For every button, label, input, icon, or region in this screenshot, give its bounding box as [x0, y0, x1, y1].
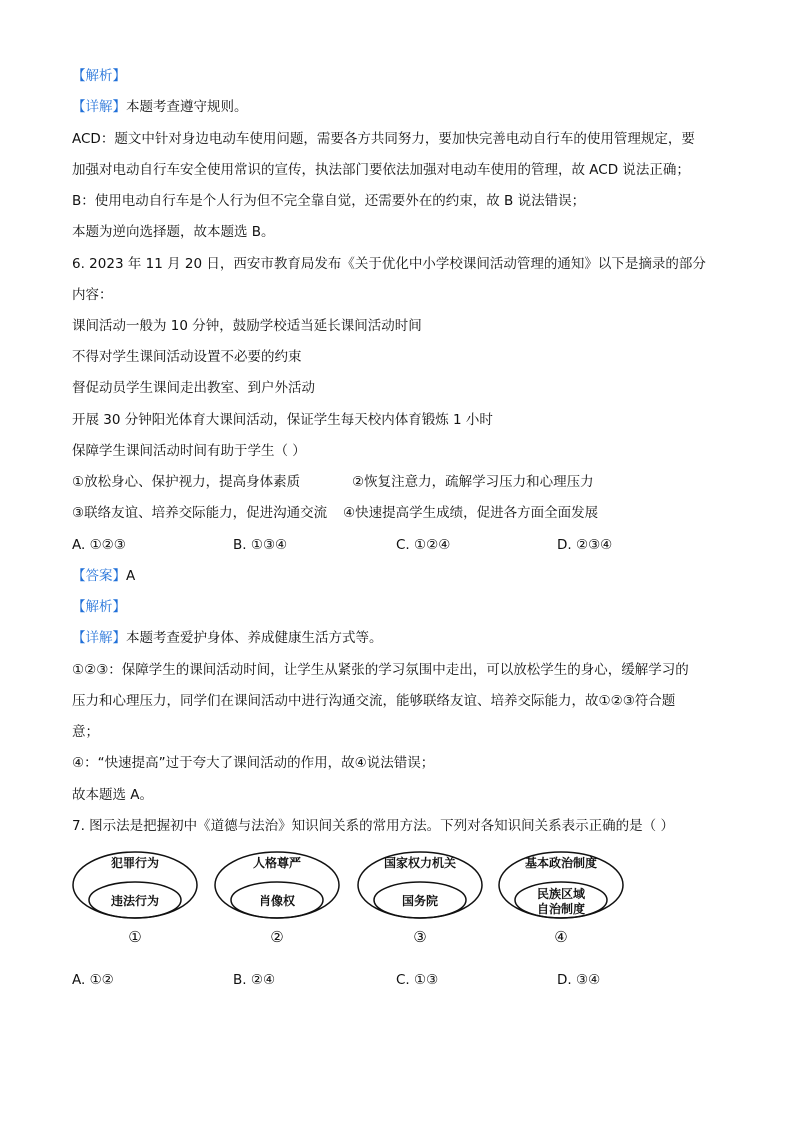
- inner-label: 自治制度: [536, 902, 586, 916]
- answer-tag: 【答案】: [72, 568, 126, 584]
- outer-label: 犯罪行为: [110, 856, 160, 870]
- paragraph-line: B：使用电动自行车是个人行为但不完全靠自觉，还需要外在的约束，故 B 说法错误；: [72, 193, 586, 209]
- diagram-3: [353, 848, 493, 948]
- diagram-number: ④: [554, 928, 568, 946]
- diagram-4: [494, 848, 634, 948]
- paragraph-line: 加强对电动自行车安全使用常识的宣传，执法部门要依法加强对电动车使用的管理，故 ACD 说法正确；: [72, 162, 690, 178]
- paragraph-line: ④：“快速提高”过于夸大了课间活动的作用，故④说法错误；: [72, 755, 435, 771]
- option-c: C. ①②④: [396, 537, 451, 553]
- option-c: C. ①③: [396, 972, 439, 988]
- excerpt-item: 不得对学生课间活动设置不必要的约束: [72, 349, 302, 365]
- paragraph-line: 本题为逆向选择题，故本题选 B。: [72, 224, 275, 240]
- inner-label: 肖像权: [258, 894, 296, 908]
- detail-line: [72, 97, 728, 117]
- analysis-tag: 【解析】: [72, 68, 126, 84]
- question-prompt: 保障学生课间活动时间有助于学生（ ）: [72, 443, 306, 459]
- analysis-tag: 【解析】: [72, 599, 126, 615]
- statement-1: ①放松身心、保护视力，提高身体素质: [72, 474, 301, 490]
- detail-text: 本题考查爱护身体、养成健康生活方式等。: [126, 630, 383, 646]
- paragraph-line: ①②③：保障学生的课间活动时间，让学生从紧张的学习氛围中走出，可以放松学生的身心，缓解学习的: [72, 662, 689, 678]
- diagram-number: ②: [270, 928, 284, 946]
- question-stem: 7. 图示法是把握初中《道德与法治》知识间关系的常用方法。下列对各知识间关系表示正确的是（ ）: [72, 818, 674, 834]
- answer-value: A: [126, 568, 136, 584]
- excerpt-item: 督促动员学生课间走出教室、到户外活动: [72, 380, 315, 396]
- paragraph-line: 意；: [72, 724, 99, 740]
- option-d: D. ③④: [557, 972, 601, 988]
- option-a: A. ①②③: [72, 537, 126, 553]
- option-b: B. ①③④: [233, 537, 288, 553]
- outer-label: 人格尊严: [252, 856, 302, 870]
- outer-label: 国家权力机关: [383, 856, 457, 870]
- diagram-number: ③: [413, 928, 427, 946]
- outer-label: 基本政治制度: [524, 856, 598, 870]
- inner-label: 民族区域: [536, 887, 586, 901]
- excerpt-item: 课间活动一般为 10 分钟，鼓励学校适当延长课间活动时间: [72, 318, 422, 334]
- option-b: B. ②④: [233, 972, 276, 988]
- question-stem: 6. 2023 年 11 月 20 日，西安市教育局发布《关于优化中小学校课间活动管理的通知》以下是摘录的部分: [72, 256, 706, 272]
- option-a: A. ①②: [72, 972, 114, 988]
- diagram-1: [68, 848, 208, 948]
- option-d: D. ②③④: [557, 537, 613, 553]
- detail-tag: 【详解】: [72, 99, 126, 115]
- inner-label: 国务院: [401, 894, 439, 908]
- statement-4: ④快速提高学生成绩，促进各方面全面发展: [343, 505, 599, 521]
- paragraph-line: 故本题选 A。: [72, 787, 154, 803]
- detail-text: 本题考查遵守规则。: [126, 99, 248, 115]
- statement-2: ②恢复注意力，疏解学习压力和心理压力: [352, 474, 594, 490]
- question-stem-cont: 内容：: [72, 287, 113, 303]
- paragraph-line: 压力和心理压力，同学们在课间活动中进行沟通交流，能够联络友谊、培养交际能力，故①②③符合题: [72, 693, 676, 709]
- detail-tag: 【详解】: [72, 630, 126, 646]
- detail-line: [72, 628, 728, 648]
- inner-label: 违法行为: [110, 894, 160, 908]
- diagram-number: ①: [128, 928, 142, 946]
- answer-line: [72, 566, 728, 586]
- diagram-2: [210, 848, 350, 948]
- excerpt-item: 开展 30 分钟阳光体育大课间活动，保证学生每天校内体育锻炼 1 小时: [72, 412, 493, 428]
- statement-3: ③联络友谊、培养交际能力，促进沟通交流: [72, 505, 328, 521]
- paragraph-line: ACD：题文中针对身边电动车使用问题，需要各方共同努力，要加快完善电动自行车的使用管理规定，要: [72, 131, 695, 147]
